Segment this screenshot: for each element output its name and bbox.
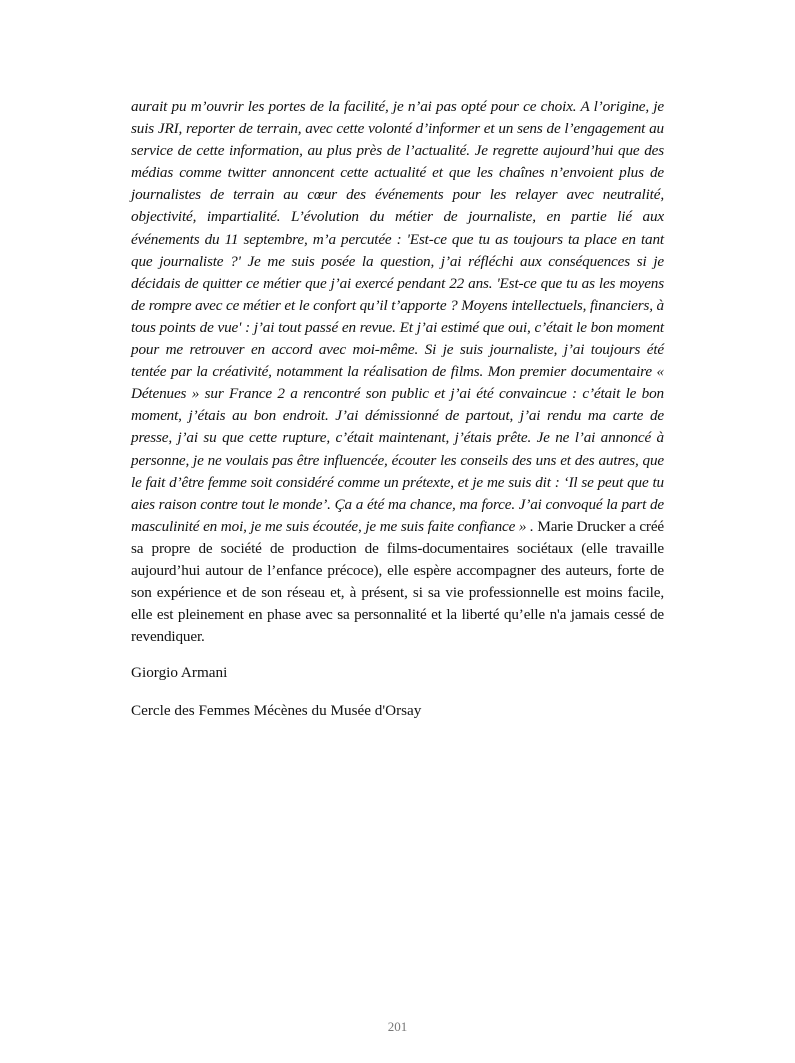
page-content — [131, 96, 664, 722]
signature-organization: Cercle des Femmes Mécènes du Musée d'Orsay — [131, 702, 422, 720]
signature-name: Giorgio Armani — [131, 664, 228, 682]
page-number: 201 — [387, 1019, 408, 1034]
narrative-text: Marie Drucker a créé sa propre de société de production de films-documentaires sociétaux (elle travaille aujourd’hui autour de l’enfance précoce), elle espère accompagner des auteurs, forte de son expérience et de son réseau et, à présent, si sa vie professionnelle est moins facile, elle est pleinement en phase avec sa personnalité et la liberté qu’elle n'a jamais cessé de revendiquer. — [131, 517, 664, 646]
interview-quote: aurait pu m’ouvrir les portes de la facilité, je n’ai pas opté pour ce choix. A l’origine, je suis JRI, reporter de terrain, avec cette volonté d’informer et un sens de l’engagement au service de cette information, au plus près de l’actualité. Je regrette aujourd’hui que des médias comme twitter annoncent cette actualité et que les chaînes n’envoient plus de journalistes de terrain au cœur des événements pour les relayer avec neutralité, objectivité, impartialité. L’évolution du métier de journaliste, en partie lié aux événements du 11 septembre, m’a percutée : 'Est-ce que tu as toujours ta place en tant que journaliste ?' Je me suis posée la question, j’ai réfléchi aux conséquences si je décidais de quitter ce métier que j’ai exercé pendant 22 ans. 'Est-ce que tu as les moyens de rompre avec ce métier et le confort qu’il t’apporte ? Moyens intellectuels, financiers, à tous points de vue' : j’ai tout passé en revue. Et j’ai estimé que oui, c’était le bon moment pour me retrouver en accord avec moi-même. Si je suis journaliste, j’ai toujours été tentée par la créativité, notamment la réalisation de films. Mon premier documentaire « Détenues » sur France 2 a rencontré son public et j’ai été convaincue : c’était le bon moment, j’étais au bon endroit. J’ai démissionné de partout, j’ai rendu ma carte de presse, j’ai su que cette rupture, c’était maintenant, j’étais prête. Je ne l’ai annoncé à personne, je ne voulais pas être influencée, écouter les conseils des uns et des autres, que le fait d’être femme soit considéré comme un prétexte, et je me suis dit : ‘Il se peut que tu aies raison contre tout le monde’. Ça a été ma chance, ma force. J’ai convoqué la part de masculinité en moi, je me suis écoutée, je me suis faite confiance » . — [131, 98, 664, 535]
body-paragraph — [131, 96, 664, 648]
